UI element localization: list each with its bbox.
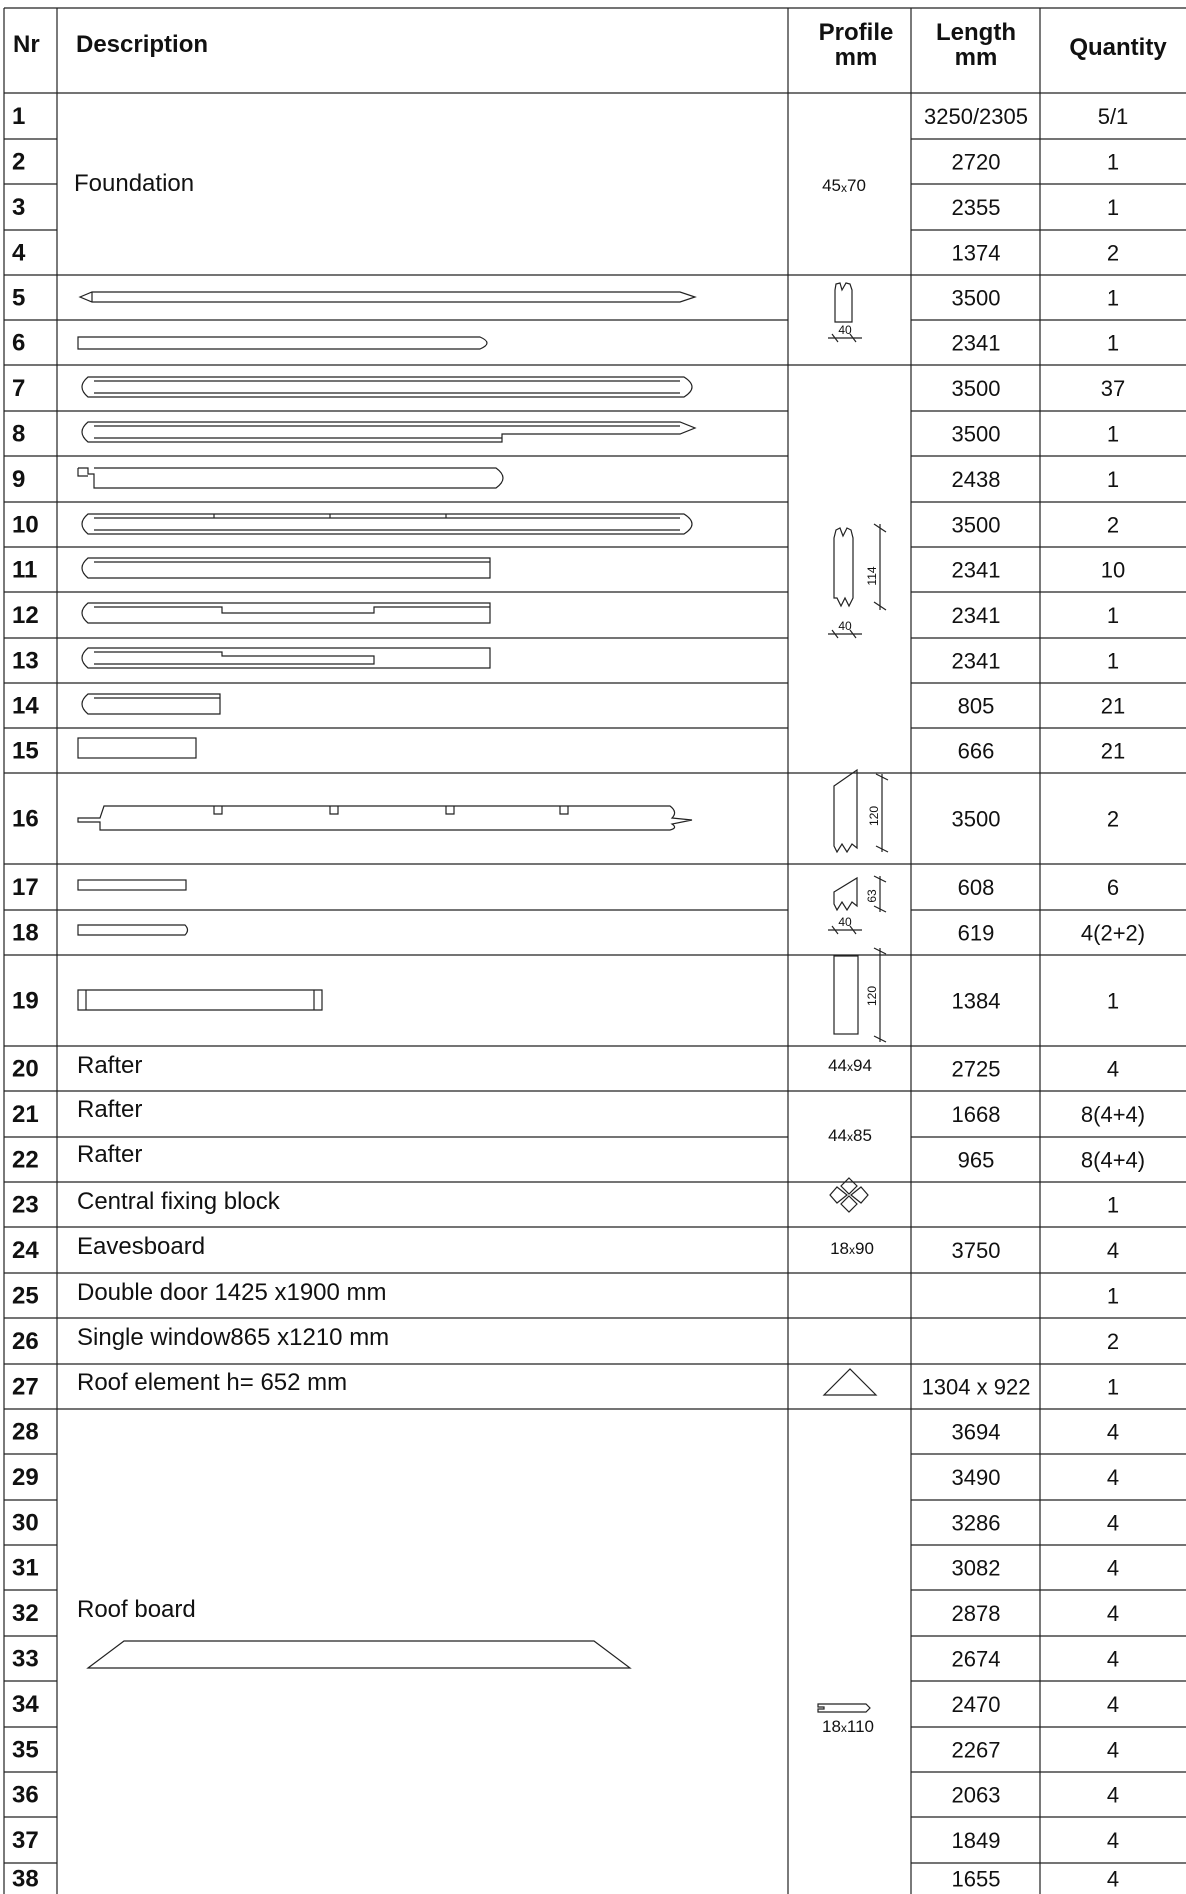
row-quantity: 4 bbox=[1106, 1646, 1120, 1672]
single-window-label: Single window865 x1210 mm bbox=[77, 1324, 390, 1351]
quantity-column bbox=[1081, 104, 1145, 1892]
double-door-label: Double door 1425 x1900 mm bbox=[77, 1279, 387, 1306]
row-quantity: 4(2+2) bbox=[1080, 920, 1146, 946]
eavesboard-label: Eavesboard bbox=[77, 1233, 206, 1260]
row-nr: 25 bbox=[12, 1282, 39, 1310]
profile-rafter-21-22: 44x85 bbox=[828, 1126, 872, 1145]
profile-column bbox=[818, 176, 888, 1736]
profile-eavesboard: 18x90 bbox=[830, 1239, 874, 1258]
row-quantity: 4 bbox=[1106, 1692, 1120, 1717]
table-header bbox=[13, 19, 1167, 71]
row-nr: 14 bbox=[12, 692, 39, 720]
profile-section-16 bbox=[834, 770, 888, 852]
row-nr: 37 bbox=[12, 1827, 39, 1854]
row-quantity: 1 bbox=[1106, 988, 1120, 1014]
row-nr: 8 bbox=[12, 420, 26, 448]
log-drawing-12 bbox=[82, 603, 490, 623]
header-nr: Nr bbox=[13, 31, 40, 58]
row-length: 2878 bbox=[951, 1601, 1001, 1626]
part-drawings bbox=[78, 292, 695, 1668]
rafter-label-21: Rafter bbox=[77, 1096, 143, 1123]
row-quantity: 4 bbox=[1106, 1828, 1120, 1853]
profile-roof-board-size: 18x110 bbox=[821, 1717, 875, 1736]
rafter-label-22: Rafter bbox=[77, 1141, 143, 1168]
row-quantity: 2 bbox=[1106, 806, 1120, 832]
row-quantity: 4 bbox=[1106, 1601, 1120, 1626]
row-nr: 13 bbox=[12, 647, 39, 675]
row-length: 3694 bbox=[951, 1419, 1001, 1445]
row-nr: 4 bbox=[12, 239, 26, 267]
row-nr: 26 bbox=[12, 1328, 39, 1355]
row-length: 1304 x 922 bbox=[921, 1374, 1031, 1400]
board-drawing-17 bbox=[78, 880, 186, 890]
row-nr: 19 bbox=[12, 987, 39, 1015]
row-length: 1655 bbox=[951, 1866, 1001, 1892]
row-nr: 17 bbox=[12, 874, 39, 901]
board-drawing-19 bbox=[78, 990, 322, 1010]
row-length: 3250/2305 bbox=[924, 104, 1028, 129]
log-drawing-11 bbox=[82, 558, 490, 578]
log-drawing-13 bbox=[82, 648, 490, 668]
row-nr: 32 bbox=[12, 1600, 39, 1627]
profile-roof-board bbox=[818, 1704, 874, 1736]
header-description: Description bbox=[76, 31, 209, 58]
profile-section-17-18 bbox=[828, 876, 886, 934]
row-quantity: 1 bbox=[1106, 1374, 1120, 1400]
row-nr: 10 bbox=[12, 511, 39, 539]
row-quantity: 4 bbox=[1106, 1238, 1120, 1263]
row-length: 2341 bbox=[951, 648, 1001, 674]
length-column bbox=[922, 104, 1031, 1892]
row-nr: 35 bbox=[12, 1736, 39, 1764]
row-length: 965 bbox=[957, 1147, 995, 1173]
foundation-label: Foundation bbox=[74, 170, 195, 197]
roof-element-triangle-icon bbox=[824, 1369, 876, 1395]
row-nr: 36 bbox=[12, 1781, 39, 1809]
log-drawing-10 bbox=[82, 514, 692, 534]
row-quantity: 1 bbox=[1106, 195, 1120, 220]
row-quantity: 4 bbox=[1106, 1866, 1120, 1892]
log-drawing-14 bbox=[82, 694, 220, 714]
rafter-label-20: Rafter bbox=[77, 1052, 143, 1079]
log-drawing-7 bbox=[82, 377, 692, 397]
row-quantity: 4 bbox=[1106, 1419, 1120, 1445]
roof-board-label: Roof board bbox=[77, 1596, 196, 1623]
row-quantity: 10 bbox=[1100, 557, 1126, 583]
log-drawing-9 bbox=[78, 468, 503, 488]
board-drawing-6 bbox=[78, 337, 487, 349]
row-length: 1384 bbox=[951, 988, 1001, 1014]
profile-height-114: 114 bbox=[865, 566, 879, 586]
row-quantity: 1 bbox=[1106, 285, 1120, 311]
row-quantity: 1 bbox=[1106, 603, 1120, 628]
row-nr: 31 bbox=[12, 1554, 39, 1582]
row-length: 2341 bbox=[951, 330, 1001, 356]
row-length: 3500 bbox=[951, 421, 1001, 447]
row-quantity: 2 bbox=[1106, 240, 1120, 266]
row-length: 2341 bbox=[951, 603, 1001, 628]
profile-section-19 bbox=[834, 948, 886, 1042]
row-length: 2355 bbox=[951, 195, 1001, 220]
svg-text:63: 63 bbox=[865, 889, 879, 903]
row-length: 2725 bbox=[951, 1056, 1001, 1082]
log-drawing-8 bbox=[82, 422, 695, 442]
roof-board-drawing bbox=[88, 1641, 630, 1668]
svg-text:120: 120 bbox=[865, 985, 879, 1007]
row-nr: 20 bbox=[12, 1055, 39, 1083]
row-nr: 21 bbox=[12, 1101, 39, 1128]
profile-rafter-20: 44x94 bbox=[828, 1056, 872, 1075]
svg-text:40: 40 bbox=[838, 915, 852, 929]
profile-section-log bbox=[828, 524, 886, 638]
row-quantity: 2 bbox=[1106, 512, 1120, 538]
row-length: 2267 bbox=[951, 1737, 1001, 1763]
row-quantity: 6 bbox=[1106, 875, 1120, 900]
header-length: Length bbox=[936, 19, 1016, 46]
row-length: 3750 bbox=[951, 1238, 1001, 1263]
row-quantity: 4 bbox=[1106, 1465, 1120, 1490]
row-length: 1668 bbox=[951, 1102, 1001, 1127]
row-length: 3500 bbox=[951, 285, 1001, 311]
row-quantity: 8(4+4) bbox=[1080, 1147, 1146, 1173]
row-quantity: 1 bbox=[1106, 421, 1120, 447]
row-length: 619 bbox=[957, 920, 995, 946]
profile-foundation: 45x70 bbox=[822, 176, 866, 195]
row-length: 1849 bbox=[951, 1828, 1001, 1853]
nr-column bbox=[12, 103, 39, 1893]
row-quantity: 21 bbox=[1100, 693, 1126, 719]
header-length-unit: mm bbox=[954, 44, 998, 71]
row-length: 666 bbox=[957, 738, 995, 764]
row-length: 2720 bbox=[951, 149, 1001, 175]
board-drawing-18 bbox=[78, 925, 188, 935]
row-nr: 1 bbox=[12, 103, 26, 130]
row-quantity: 1 bbox=[1106, 648, 1120, 674]
row-nr: 28 bbox=[12, 1418, 39, 1446]
row-length: 2470 bbox=[951, 1692, 1001, 1717]
row-quantity: 4 bbox=[1106, 1555, 1120, 1581]
row-length: 3500 bbox=[951, 512, 1001, 538]
row-quantity: 4 bbox=[1106, 1782, 1120, 1808]
board-drawing-16 bbox=[78, 806, 692, 830]
row-quantity: 5/1 bbox=[1097, 104, 1129, 129]
row-nr: 27 bbox=[12, 1373, 39, 1401]
roof-element-label: Roof element h= 652 mm bbox=[77, 1369, 348, 1396]
row-nr: 16 bbox=[12, 805, 39, 833]
row-quantity: 1 bbox=[1106, 1283, 1120, 1309]
row-nr: 34 bbox=[12, 1691, 39, 1718]
row-quantity: 1 bbox=[1106, 149, 1120, 175]
header-profile-unit: mm bbox=[834, 44, 878, 71]
row-quantity: 37 bbox=[1100, 376, 1126, 401]
row-quantity: 4 bbox=[1106, 1737, 1120, 1763]
row-nr: 3 bbox=[12, 194, 26, 221]
header-profile: Profile bbox=[818, 19, 894, 46]
row-nr: 6 bbox=[12, 329, 26, 357]
row-nr: 15 bbox=[12, 737, 39, 765]
row-length: 3082 bbox=[951, 1555, 1001, 1581]
log-drawing-15 bbox=[78, 738, 196, 758]
board-drawing-5 bbox=[80, 292, 695, 302]
row-length: 805 bbox=[957, 693, 995, 719]
row-nr: 9 bbox=[12, 466, 26, 493]
row-length: 3490 bbox=[951, 1465, 1001, 1490]
row-nr: 11 bbox=[12, 556, 38, 584]
row-quantity: 21 bbox=[1100, 738, 1126, 764]
row-nr: 33 bbox=[12, 1645, 39, 1673]
description-column bbox=[74, 170, 389, 1623]
central-fixing-block-label: Central fixing block bbox=[77, 1188, 280, 1215]
row-length: 3286 bbox=[951, 1510, 1001, 1536]
row-quantity: 1 bbox=[1106, 1192, 1120, 1218]
row-quantity: 4 bbox=[1106, 1510, 1120, 1536]
row-nr: 7 bbox=[12, 375, 26, 402]
row-nr: 12 bbox=[12, 602, 39, 629]
row-length: 1374 bbox=[951, 240, 1001, 266]
svg-text:40: 40 bbox=[838, 619, 852, 633]
profile-width-dim: 40 bbox=[838, 323, 852, 337]
row-nr: 18 bbox=[12, 919, 39, 947]
row-nr: 5 bbox=[12, 284, 26, 312]
row-nr: 29 bbox=[12, 1464, 39, 1491]
row-nr: 30 bbox=[12, 1509, 39, 1537]
row-length: 3500 bbox=[951, 806, 1001, 832]
row-nr: 38 bbox=[12, 1865, 39, 1893]
profile-section-5-6 bbox=[828, 283, 862, 342]
row-nr: 22 bbox=[12, 1146, 39, 1174]
row-quantity: 4 bbox=[1106, 1056, 1120, 1082]
row-quantity: 1 bbox=[1106, 467, 1120, 492]
row-length: 2438 bbox=[951, 467, 1001, 492]
row-length: 2063 bbox=[951, 1782, 1001, 1808]
header-quantity: Quantity bbox=[1069, 34, 1167, 61]
central-fixing-block-icon bbox=[830, 1178, 868, 1212]
row-quantity: 1 bbox=[1106, 330, 1120, 356]
row-length: 2674 bbox=[951, 1646, 1001, 1672]
row-nr: 2 bbox=[12, 148, 26, 176]
row-quantity: 2 bbox=[1106, 1329, 1120, 1354]
row-quantity: 8(4+4) bbox=[1080, 1102, 1146, 1127]
row-nr: 23 bbox=[12, 1191, 39, 1219]
row-nr: 24 bbox=[12, 1237, 39, 1264]
row-length: 3500 bbox=[951, 376, 1001, 401]
svg-text:120: 120 bbox=[867, 805, 881, 827]
row-length: 608 bbox=[957, 875, 995, 900]
row-length: 2341 bbox=[951, 557, 1001, 583]
